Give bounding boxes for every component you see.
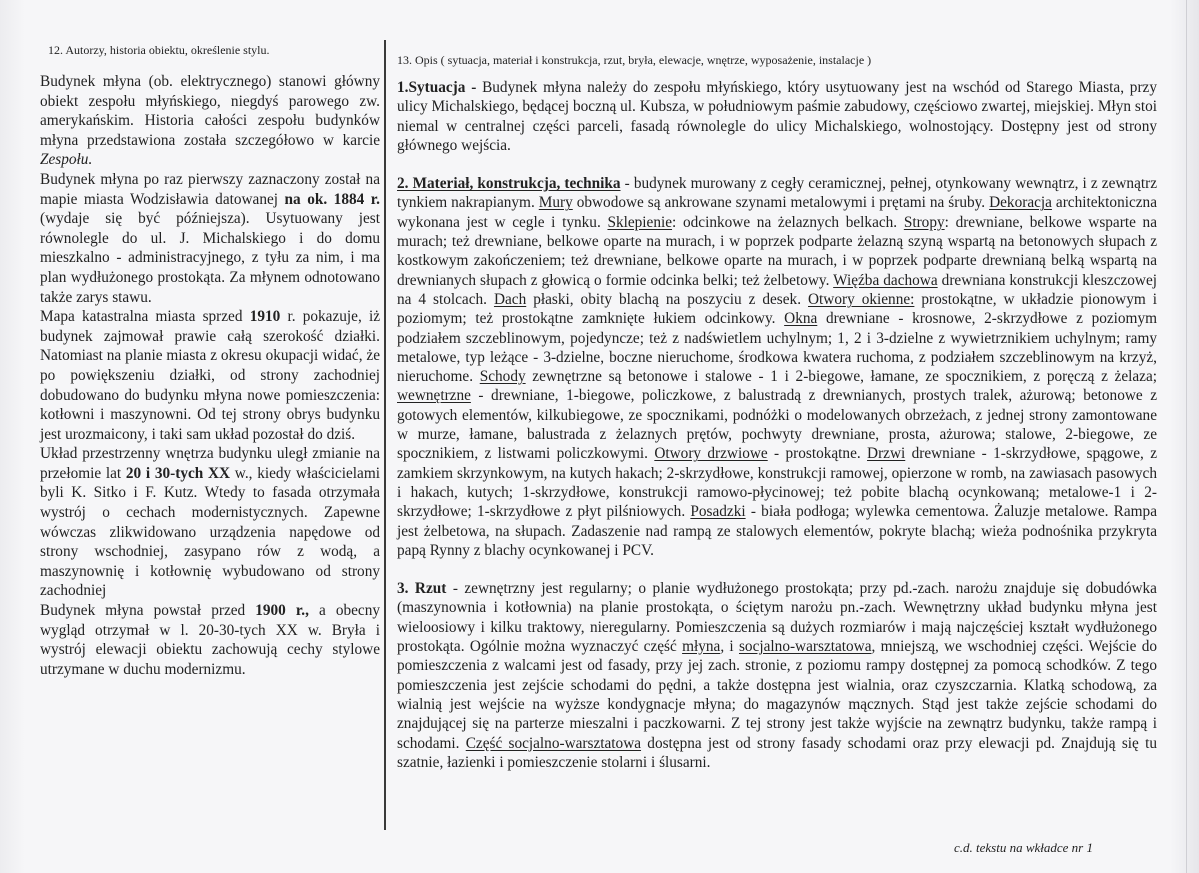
text-run: r. pokazuje, iż budynek zajmował prawie całą szerokość działki. Natomiast na planie miasta z okresu okupacji widać, że po powiększeniu działki, od strony zachodniej dobudowano do budynku młyna nowe pomieszczenia: kotłowni i maszynowni. Od tej strony obrys budynku jest urozmaicony, i taki sam układ pozostał do dziś.	[40, 308, 380, 443]
text-run-bold: 1910	[249, 308, 281, 326]
plan-paragraph	[397, 579, 1157, 772]
text-run: zewnętrzne są betonowe i stalowe - 1 i 2-biegowe, łamane, ze spocznikiem, z poręczą z żelaza;	[525, 368, 1157, 386]
left-column	[40, 42, 380, 679]
text-run: - biała podłoga; wylewka cementowa. Żaluzje metalowe. Rampa jest żelbetowa, na słupach. Zadaszenie nad rampą ze stalowych elementów, pokryte blachą; wieża podnośnika przykryta papą Rynny z blachy ocynkowanej i PCV.	[397, 503, 1157, 559]
situation-paragraph	[397, 78, 1157, 155]
underlined-term: socjalno-warsztatowa	[738, 638, 872, 656]
text-run: drewniane - krosnowe, 2-skrzydłowe z poziomym podziałem szczeblinowym, pojedyncze; też z nadświetlem uchylnym; 1, 2 i 3-dzielne z wywietrznikiem uchylnym; ramy metalowe, typ leżące - 3-dzielne, boczne nieruchome, środkowa kwatera ruchoma, z podziałem szczeblinowym na krzyż, nieruchome.	[397, 310, 1158, 386]
underlined-term: Część socjalno-warsztatowa	[465, 734, 642, 752]
text-run: w., kiedy właścicielami byli K. Sitko i F. Kutz. Wtedy to fasada otrzymała wystrój o cechach modernistycznych. Zapewne wówczas zlikwidowano urządzenia napędowe od strony wschodniej, zasypano rów z wodą, a maszynownię i kotłownię wybudowano od strony zachodniej	[40, 464, 380, 600]
text-run: Mapa katastralna miasta sprzed	[40, 308, 250, 326]
continuation-note: c.d. tekstu na wkładce nr 1	[954, 840, 1093, 855]
text-run-italic: Zespołu.	[40, 151, 93, 169]
text-run: (wydaje się być późniejsza). Usytuowany jest równolegle do ul. J. Michalskiego i do domu mieszkalno - administracyjnego, z tyłu za nim, i ma plan wydłużonego prostokąta. Za młynem odnotowano także zarys stawu.	[40, 210, 380, 306]
text-run: dostępna jest od strony fasady schodami oraz przy elewacji pd. Znajdują się tu szatnie, łazienki i pomieszczenie stolarni i ślusarni.	[397, 734, 1157, 771]
subsection-title: 1.Sytuacja -	[397, 79, 477, 96]
text-run: : odcinkowe na żelaznych belkach.	[672, 213, 904, 231]
underlined-term: Posadzki	[690, 503, 746, 521]
underlined-term: Okna	[784, 310, 818, 328]
underlined-term: młyna	[682, 638, 721, 656]
text-run: Budynek młyna należy do zespołu młyńskiego, który usytuowany jest na wschód od Starego Miasta, przy ulicy Michalskiego, będącej boczną ul. Kubsza, w południowym paśmie zabudowy, częściowo zwartej, miejskiej. Młyn stoi niemal w centralnej części parceli, fasadą równolegle do ulicy Michalskiego, wolnostojący. Dostępny jest od strony głównego wejścia.	[397, 79, 1157, 154]
text-run: architektoniczna wykonana jest w cegle i tynku.	[397, 194, 1157, 231]
underlined-term: Dekoracja	[989, 194, 1052, 212]
paragraph-gap	[397, 560, 1157, 579]
history-text	[40, 72, 380, 679]
text-run: - zewnętrzny jest regularny; o planie wydłużonego prostokąta; przy pd.-zach. narożu znajduje się dobudówka (maszynownia i kotłownia) na planie prostokąta, o ściętym narożu pn.-zach. Wewnętrzny układ budynku młyna jest wieloosiowy i kilku traktowy, nieregularny. Pomieszczenia są dużych rozmiarów i mają najczęściej kształt wydłużonego prostokąta. Ogólnie można wyznaczyć część	[397, 580, 1157, 656]
text-run: Budynek młyna po raz pierwszy zaznaczony został na mapie miasta Wodzisławia datowanej	[40, 170, 380, 208]
underlined-term: Więźba dachowa	[833, 271, 938, 289]
underlined-term: Schody	[479, 368, 526, 386]
text-run-bold: 20 i 30-tych XX	[125, 464, 231, 482]
description-text	[397, 78, 1157, 772]
material-paragraph	[397, 174, 1157, 560]
history-paragraph	[40, 307, 380, 444]
history-paragraph	[40, 72, 380, 170]
text-run: drewniana konstrukcji kleszczowej na 4 stolcach.	[397, 271, 1158, 308]
subsection-title: 2. Materiał, konstrukcja, technika	[397, 175, 621, 193]
paragraph-gap	[397, 155, 1157, 174]
text-run: a obecny wygląd otrzymał w l. 20-30-tych XX w. Bryła i wystrój elewacji obiektu zachowują cechy stylowe utrzymane w duchu modernizmu.	[40, 602, 380, 678]
text-run: obwodowe są ankrowane szynami metalowymi i prętami na śruby.	[572, 194, 990, 212]
section-13-heading: 13. Opis ( sytuacja, materiał i konstrukcja, rzut, bryła, elewacje, wnętrze, wyposażenie, instalacje )	[397, 53, 872, 67]
underlined-term: Dach	[493, 290, 527, 308]
text-run-bold: 1900 r.,	[255, 602, 309, 620]
underlined-term: Stropy	[903, 213, 945, 231]
underlined-term: wewnętrzne	[397, 387, 471, 405]
text-run: - budynek murowany z cegły ceramicznej, pełnej, otynkowany wewnątrz, i z zewnątrz tynkiem nakrapianym.	[397, 175, 1157, 212]
history-paragraph	[40, 444, 380, 601]
page-edge-shadow	[1186, 0, 1187, 873]
underlined-term: Sklepienie	[607, 213, 673, 231]
text-run: drewniane - 1-skrzydłowe, spągowe, z zamkiem skrzynkowym, na kutych hakach; 2-skrzydłowe, konstrukcji ramowej, opierzone w romb, na zawiasach pasowych i hakach, kutych; 1-skrzydłowe, konstrukcji ramowo-płycinowej; też pobite blachą ocynkowaną; metalowe-1 i 2-skrzydłowe; 1-skrzydłowe z płyt pilśniowych.	[397, 445, 1157, 521]
text-run: : drewniane, belkowe wsparte na murach; też drewniane, belkowe oparte na murach, i w poprzek podparte żelazną szyną wspartą na betonowych słupach z kostkowym zakończeniem; też drewniane, belkowe oparte na murach, i w poprzek podparte drewnianą belką wspartą na drewnianych słupach z głowicą o formie odcinka belki; też żelbetowy.	[397, 213, 1157, 289]
underlined-term: Mury	[538, 194, 573, 212]
text-run: Budynek młyna powstał przed	[40, 602, 256, 620]
underlined-term: Otwory okienne:	[808, 290, 915, 308]
text-run: Budynek młyna (ob. elektrycznego) stanowi główny obiekt zespołu młyńskiego, niegdyś parowego zw. amerykańskim. Historia całości zespołu budynków młyna przedstawiona została szczegółowo w karcie	[40, 73, 380, 149]
text-run: - drewniane, 1-biegowe, policzkowe, z balustradą z drewnianych, prostych tralek, ażurową; betonowe z gotowych elementów, kilkubiegowe, ze spocznikami, podnóżki o modelowanych obrzeżach, z jednej strony zamontowane w murze, łamane, balustrada z żelaznych prętów, pochwyty drewniane, prosta, ażurowa; stalowe, 2-biegowe, ze spocznikiem, z listwami policzkowymi.	[397, 387, 1157, 463]
history-paragraph	[40, 170, 380, 307]
underlined-term: Drzwi	[867, 445, 906, 463]
text-run: płaski, obity blachą na poszyciu z desek.	[526, 290, 808, 308]
text-run: prostokątne, w układzie pionowym i poziomym; też prostokątne zamknięte łukiem odcinkowy.	[397, 290, 1157, 328]
right-column	[397, 52, 1157, 772]
text-run: - prostokątne.	[767, 445, 868, 463]
column-divider	[384, 40, 386, 830]
text-run-bold: na ok. 1884 r.	[284, 190, 380, 208]
subsection-title: 3. Rzut	[397, 580, 447, 598]
history-paragraph	[40, 601, 380, 679]
text-run: Układ przestrzenny wnętrza budynku uległ zmianie na przełomie lat	[40, 445, 380, 482]
text-run: , mniejszą, we wschodniej części. Wejście do pomieszczenia z walcami jest od fasady, przy jej zach. stronie, z poziomu rampy dostępnej za pomocą schodków. Z tego pomieszczenia jest zejście schodami do pędni, a także dostępna jest wialnia, oraz czyszczarnia. Klatką schodową, za wialnią jest wejście na wyższe kondygnacje młyna; do magazynów mącznych. Stąd jest także zejście schodami do znajdującej się na parterze mieszalni i paczkowarni. Z tej strony jest także wyjście na zewnątrz budynku, także rampą i schodami.	[397, 638, 1157, 752]
text-run: , i	[720, 638, 739, 656]
underlined-term: Otwory drzwiowe	[654, 445, 768, 463]
section-12-heading: 12. Autorzy, historia obiektu, określenie stylu.	[48, 43, 270, 57]
